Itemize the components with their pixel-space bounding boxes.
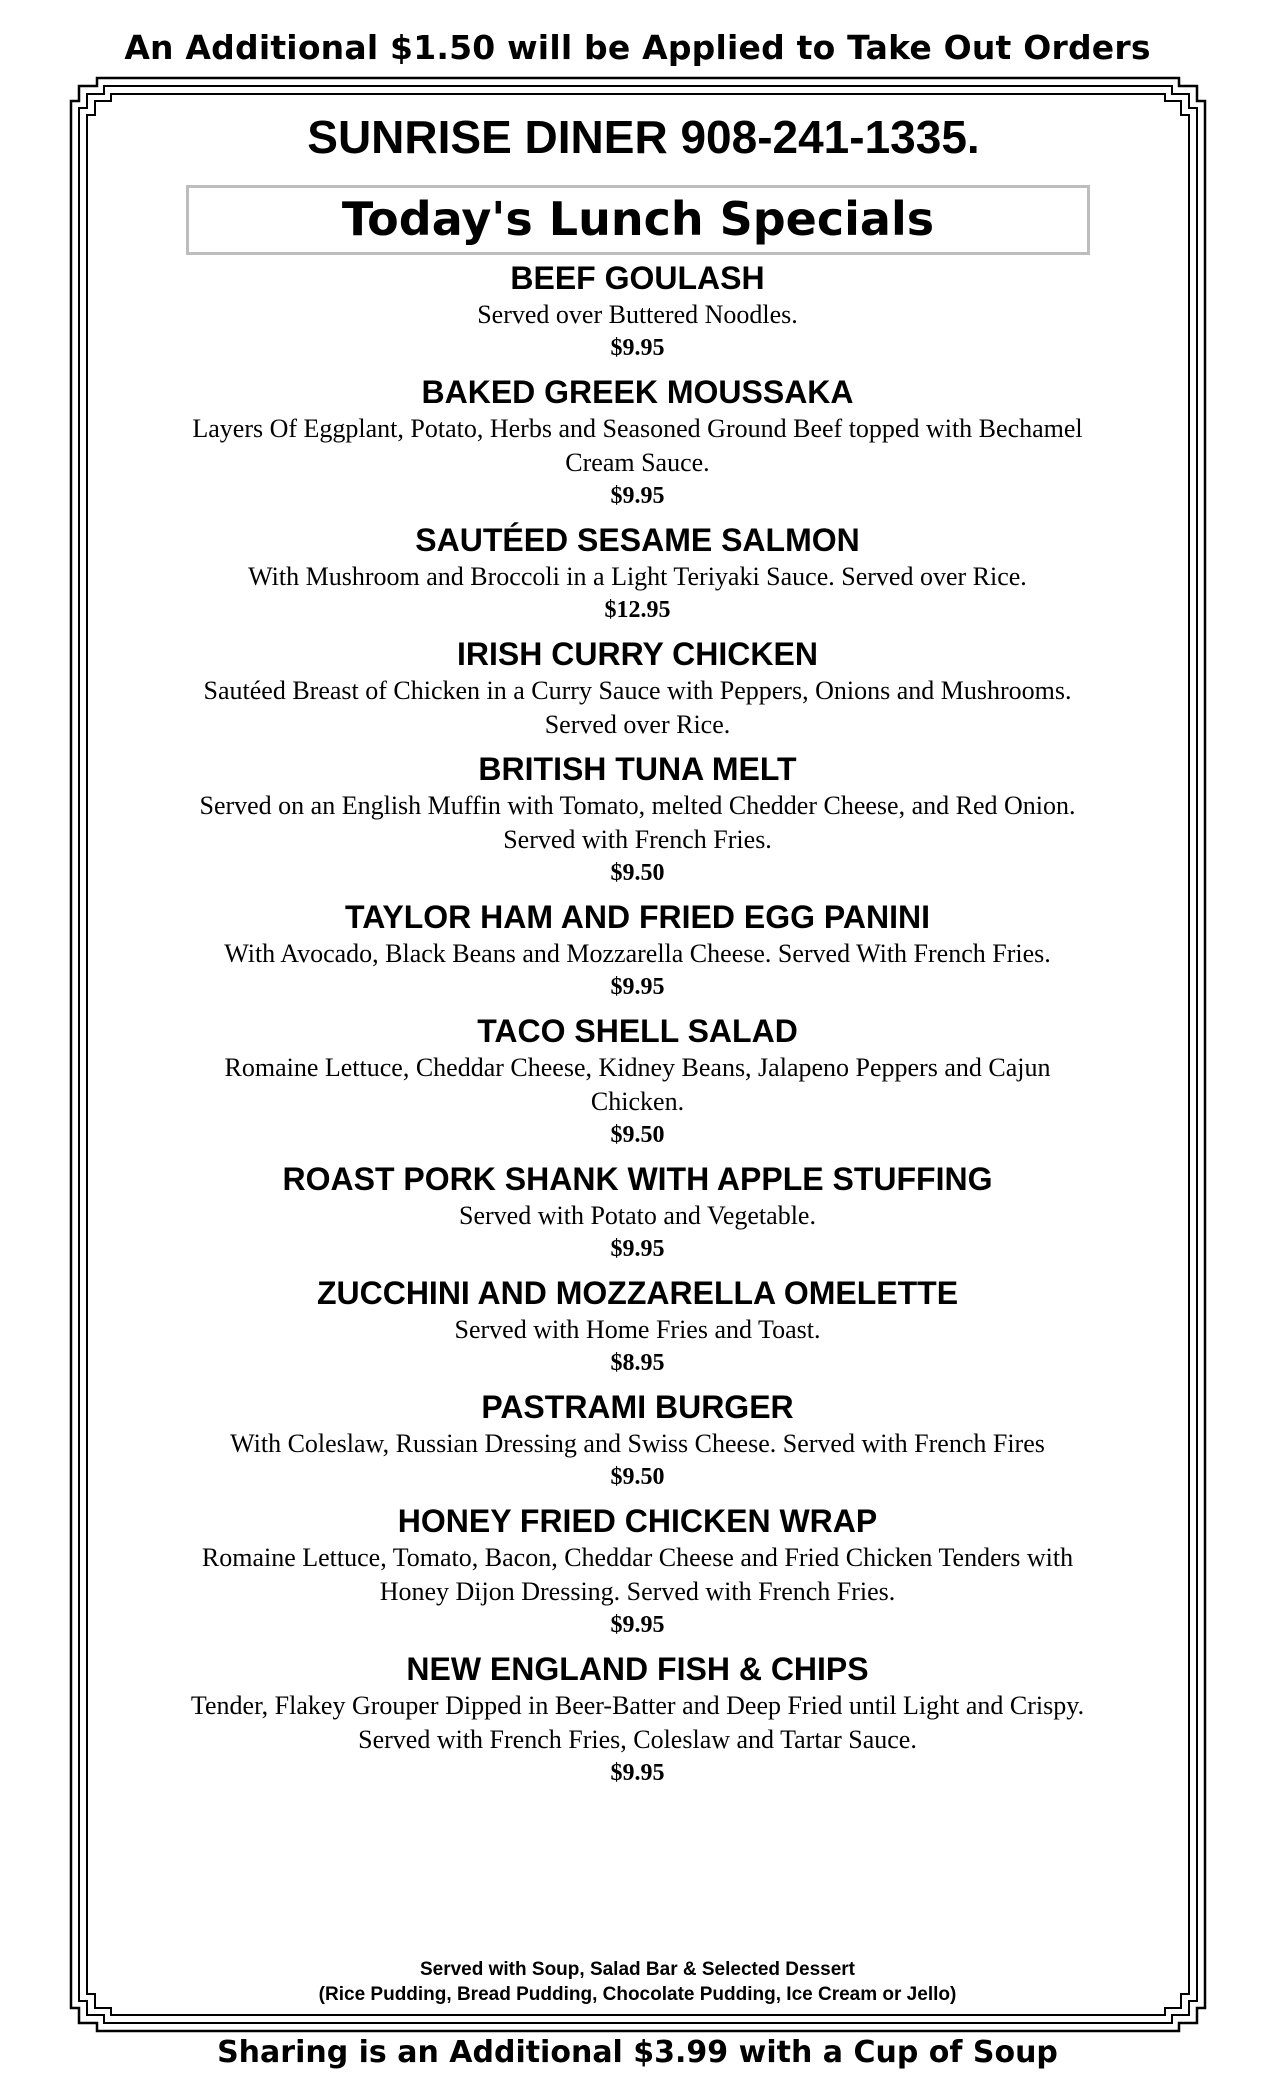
item-price: $9.95: [610, 1760, 665, 1786]
takeout-notice: An Additional $1.50 will be Applied to Take Out Orders: [124, 28, 1151, 67]
item-price: $9.50: [610, 860, 665, 886]
menu-item: [175, 1649, 1100, 1790]
sharing-notice: Sharing is an Additional $3.99 with a Cup of Soup: [217, 2035, 1058, 2070]
menu-item: [175, 749, 1100, 890]
item-name: PASTRAMI BURGER: [481, 1389, 794, 1425]
item-description: Romaine Lettuce, Tomato, Bacon, Cheddar Cheese and Fried Chicken Tenders with Honey Dijon Dressing. Served with French Fries.: [201, 1543, 1074, 1606]
item-name: TACO SHELL SALAD: [477, 1013, 798, 1049]
item-description: Layers Of Eggplant, Potato, Herbs and Seasoned Ground Beef topped with Bechamel Cream Sauce.: [192, 414, 1083, 477]
item-description: Tender, Flakey Grouper Dipped in Beer-Batter and Deep Fried until Light and Crispy. Served with French Fries, Coleslaw and Tartar Sauce.: [190, 1691, 1085, 1754]
menu-item: [175, 258, 1100, 365]
item-name: HONEY FRIED CHICKEN WRAP: [397, 1503, 878, 1539]
menu-item: [175, 1011, 1100, 1152]
menu-item: [175, 372, 1100, 513]
item-price: $9.50: [610, 1122, 665, 1148]
item-name: IRISH CURRY CHICKEN: [457, 636, 818, 672]
item-name: ROAST PORK SHANK WITH APPLE STUFFING: [282, 1161, 993, 1197]
menu-item: [175, 1159, 1100, 1266]
item-name: BRITISH TUNA MELT: [478, 751, 797, 787]
footer-note: [175, 1957, 1100, 2007]
item-price: $12.95: [604, 597, 671, 623]
item-price: $9.95: [610, 1612, 665, 1638]
menu-item: [175, 520, 1100, 627]
item-description: With Coleslaw, Russian Dressing and Swiss Cheese. Served with French Fires: [230, 1429, 1045, 1458]
menu-item: [175, 1387, 1100, 1494]
item-description: Served over Buttered Noodles.: [477, 300, 798, 329]
item-description: Romaine Lettuce, Cheddar Cheese, Kidney Beans, Jalapeno Peppers and Cajun Chicken.: [224, 1053, 1051, 1116]
item-description: With Mushroom and Broccoli in a Light Teriyaki Sauce. Served over Rice.: [248, 562, 1027, 591]
menu-item: [175, 1273, 1100, 1380]
item-name: SAUTÉED SESAME SALMON: [415, 522, 860, 558]
item-price: $9.95: [610, 974, 665, 1000]
item-name: NEW ENGLAND FISH & CHIPS: [406, 1651, 869, 1687]
item-name: BEEF GOULASH: [510, 260, 765, 296]
item-description: Served on an English Muffin with Tomato, melted Chedder Cheese, and Red Onion. Served with French Fries.: [199, 791, 1076, 854]
specials-list: [175, 258, 1100, 1797]
item-price: $9.50: [610, 1464, 665, 1490]
item-price: $9.95: [610, 1236, 665, 1262]
menu-item: [175, 634, 1100, 742]
page-title: Today's Lunch Specials: [186, 185, 1090, 255]
footer-line-1: Served with Soup, Salad Bar & Selected Dessert: [419, 1959, 856, 1980]
item-description: Served with Home Fries and Toast.: [454, 1315, 821, 1344]
item-name: BAKED GREEK MOUSSAKA: [421, 374, 854, 410]
diner-name-phone: SUNRISE DINER 908-241-1335.: [307, 111, 980, 163]
footer-line-2: (Rice Pudding, Bread Pudding, Chocolate Pudding, Ice Cream or Jello): [318, 1984, 957, 2005]
item-price: $9.95: [610, 335, 665, 361]
item-price: $8.95: [610, 1350, 665, 1376]
menu-item: [175, 897, 1100, 1004]
item-name: ZUCCHINI AND MOZZARELLA OMELETTE: [316, 1275, 959, 1311]
item-description: Sautéed Breast of Chicken in a Curry Sauce with Peppers, Onions and Mushrooms. Served over Rice.: [203, 676, 1072, 739]
item-name: TAYLOR HAM AND FRIED EGG PANINI: [345, 899, 930, 935]
item-description: Served with Potato and Vegetable.: [459, 1201, 816, 1230]
menu-item: [175, 1501, 1100, 1642]
item-price: $9.95: [610, 483, 665, 509]
item-description: With Avocado, Black Beans and Mozzarella Cheese. Served With French Fries.: [224, 939, 1051, 968]
